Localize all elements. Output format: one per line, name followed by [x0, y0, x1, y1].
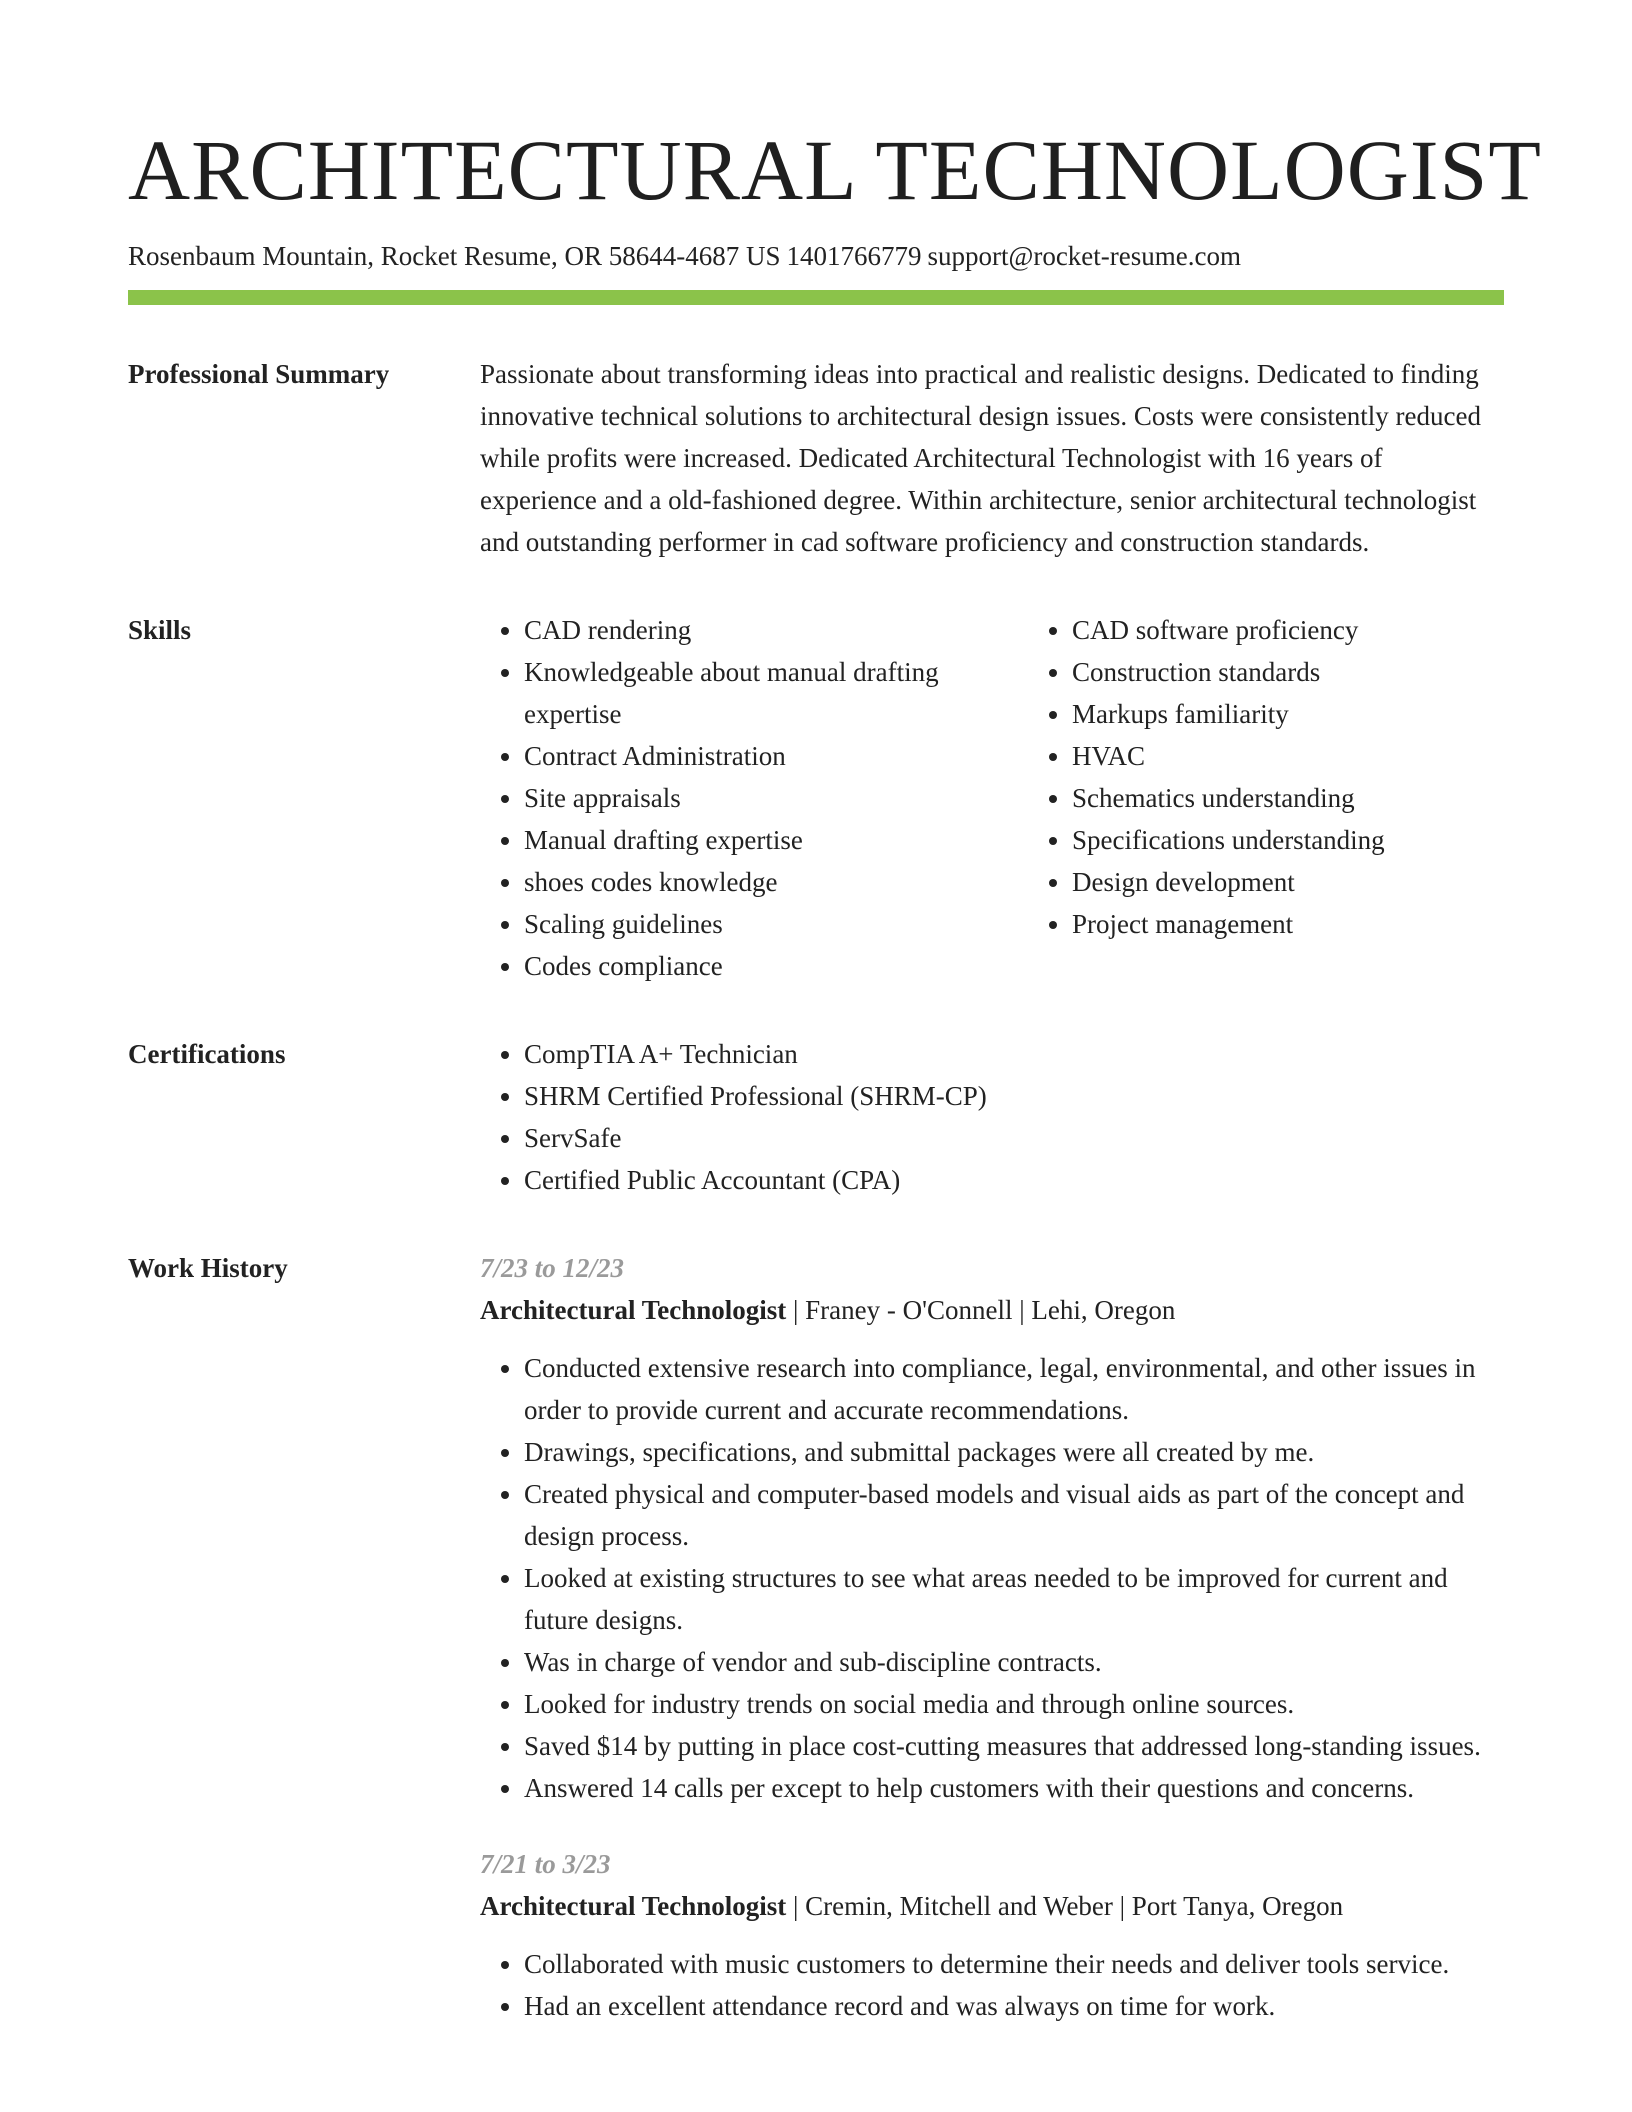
job-bullet: • Created physical and computer-based models and visual aids as part of the concept and design process. [524, 1473, 1504, 1557]
job-details: | Franey - O'Connell | Lehi, Oregon [786, 1295, 1176, 1325]
work-history-section [128, 1247, 1504, 2027]
skill-item: • Codes compliance [524, 945, 1028, 987]
job-bullets [480, 1943, 1504, 2027]
certifications-body [480, 1033, 1504, 1201]
job-heading [480, 1289, 1504, 1331]
resume-page [128, 118, 1542, 2027]
skill-item: • Scaling guidelines [524, 903, 1028, 945]
skills-section [128, 609, 1504, 987]
skill-item: • Site appraisals [524, 777, 1028, 819]
job-bullet: • Drawings, specifications, and submittal packages were all created by me. [524, 1431, 1504, 1473]
summary-heading: Professional Summary [128, 359, 390, 389]
header-divider [128, 290, 1504, 305]
summary-text: Passionate about transforming ideas into practical and realistic designs. Dedicated to finding innovative technical solutions to architectural design issues. Costs were consistently reduced while profits were increased. Dedicated Architectural Technologist with 16 years of experience and a old-fashioned degree. Within architecture, senior architectural technologist and outstanding performer in cad software proficiency and construction standards. [480, 359, 1482, 557]
skill-item: • shoes codes knowledge [524, 861, 1028, 903]
skills-list-left [480, 609, 1028, 987]
job-entry [480, 1247, 1504, 1809]
job-bullet: • Was in charge of vendor and sub-discipline contracts. [524, 1641, 1504, 1683]
skill-item: • CAD rendering [524, 609, 1028, 651]
resume-name: ARCHITECTURAL TECHNOLOGIST [128, 122, 1542, 218]
summary-body [480, 353, 1504, 563]
skills-heading: Skills [128, 615, 192, 645]
certifications-heading: Certifications [128, 1039, 286, 1069]
skill-item: • Project management [1072, 903, 1504, 945]
skill-item: • Design development [1072, 861, 1504, 903]
contact-line [128, 236, 1504, 276]
job-details: | Cremin, Mitchell and Weber | Port Tanya, Oregon [786, 1891, 1344, 1921]
job-dates: 7/21 to 3/23 [480, 1849, 611, 1879]
job-title: Architectural Technologist [480, 1295, 787, 1325]
skill-item: • Contract Administration [524, 735, 1028, 777]
job-bullets [480, 1347, 1504, 1809]
certification-item: • CompTIA A+ Technician [524, 1033, 1504, 1075]
skills-list-right [1028, 609, 1504, 987]
work-history-body [480, 1247, 1504, 2027]
skill-item: • Markups familiarity [1072, 693, 1504, 735]
work-history-heading: Work History [128, 1253, 288, 1283]
skills-body [480, 609, 1504, 987]
job-heading [480, 1885, 1504, 1927]
job-bullet: • Looked at existing structures to see what areas needed to be improved for current and future designs. [524, 1557, 1504, 1641]
certification-item: • SHRM Certified Professional (SHRM-CP) [524, 1075, 1504, 1117]
contact-address: Rosenbaum Mountain, Rocket Resume, OR 58644-4687 US [128, 241, 781, 271]
skill-item: • CAD software proficiency [1072, 609, 1504, 651]
skill-item: • Manual drafting expertise [524, 819, 1028, 861]
job-dates: 7/23 to 12/23 [480, 1253, 625, 1283]
certifications-section [128, 1033, 1504, 1201]
skill-item: • HVAC [1072, 735, 1504, 777]
job-bullet: • Collaborated with music customers to determine their needs and deliver tools service. [524, 1943, 1504, 1985]
job-title: Architectural Technologist [480, 1891, 787, 1921]
skill-item: • Specifications understanding [1072, 819, 1504, 861]
job-bullet: • Conducted extensive research into compliance, legal, environmental, and other issues in order to provide current and accurate recommendations. [524, 1347, 1504, 1431]
certification-item: • ServSafe [524, 1117, 1504, 1159]
contact-email: support@rocket-resume.com [927, 241, 1241, 271]
job-bullet: • Answered 14 calls per except to help customers with their questions and concerns. [524, 1767, 1504, 1809]
summary-section [128, 353, 1504, 563]
job-bullet: • Looked for industry trends on social media and through online sources. [524, 1683, 1504, 1725]
job-bullet: • Had an excellent attendance record and was always on time for work. [524, 1985, 1504, 2027]
certification-item: • Certified Public Accountant (CPA) [524, 1159, 1504, 1201]
skill-item: • Schematics understanding [1072, 777, 1504, 819]
job-entry [480, 1843, 1504, 2027]
skill-item: • Knowledgeable about manual drafting expertise [524, 651, 1028, 735]
skill-item: • Construction standards [1072, 651, 1504, 693]
certifications-list [480, 1033, 1504, 1201]
contact-phone: 1401766779 [786, 241, 922, 271]
job-bullet: • Saved $14 by putting in place cost-cutting measures that addressed long-standing issues. [524, 1725, 1504, 1767]
